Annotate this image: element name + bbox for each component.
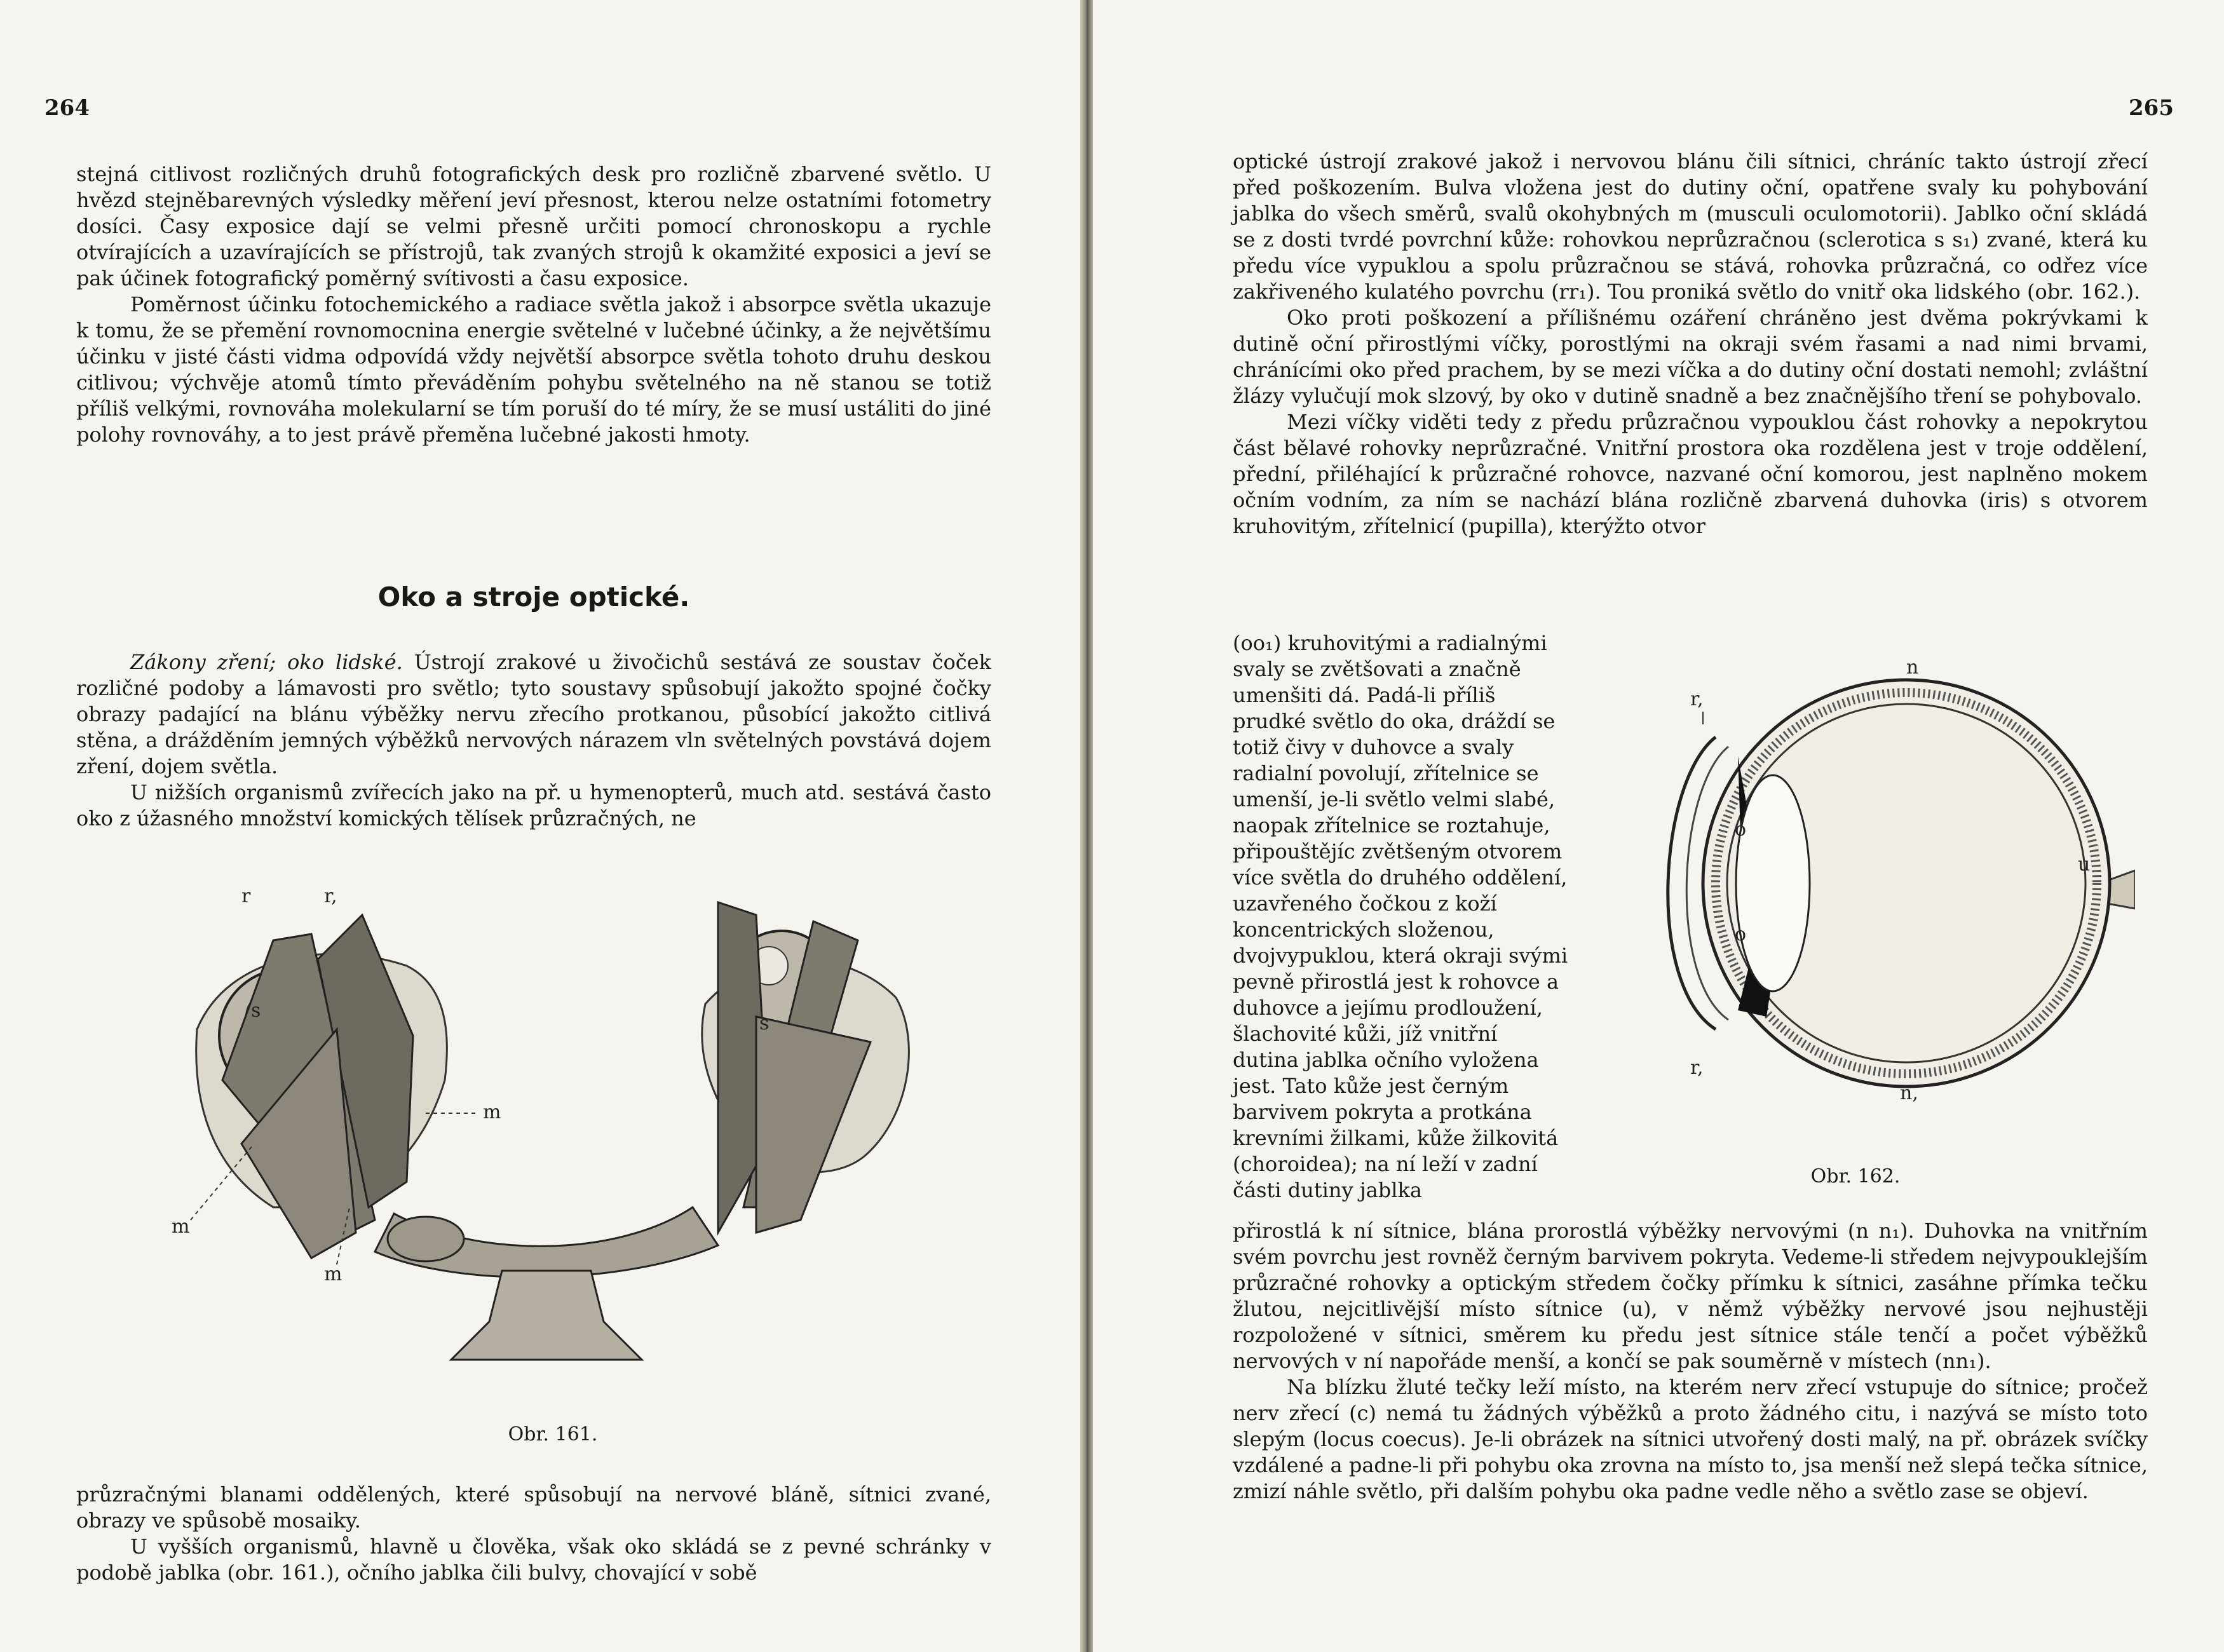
right-page bbox=[1093, 0, 2224, 1652]
figure-label: r, bbox=[324, 885, 337, 907]
figure-162-drawing bbox=[1589, 635, 2135, 1131]
figure-label: s bbox=[759, 1012, 770, 1034]
book-gutter bbox=[1080, 0, 1093, 1652]
paragraph: U vyšších organismů, hlavně u člověka, však oko skládá se z pevné schránky v podobě jablka (obr. 161.), očního jablka čili bulvy, chovající v sobě bbox=[76, 1534, 991, 1585]
paragraph-text: Ústrojí zrakové u živočichů sestává ze soustav čoček rozličné podoby a lámavosti pro světlo; tyto soustavy spůsobují jakožto spojné čočky obrazy padající na blánu výběžky nervu zřecího protkanou, působící jakožto citlivá stěna, a drážděním jemných výběžků nervových nárazem vln světelných povstává dojem zření, dojem světla. bbox=[76, 650, 992, 778]
paragraph: Mezi víčky viděti tedy z předu průzračnou vypouklou část rohovky a nepokrytou část bělavé rohovky neprůzračné. Vnitřní prostora oka rozdělena jest v troje oddělení, přední, přiléhající k průzračné rohovce, nazvané oční komorou, jest naplněno mokem očním vodním, za ním se nachází blána rozličně zbarvená duhovka (iris) s otvorem kruhovitým, zřítelnicí (pupilla), kterýžto otvor bbox=[1233, 410, 2148, 538]
section-heading: Oko a stroje optické. bbox=[377, 581, 690, 613]
figure-label: o bbox=[1735, 818, 1747, 841]
left-text-bottom bbox=[76, 1482, 991, 1586]
paragraph: Na blízku žluté tečky leží místo, na kterém nerv zřecí vstupuje do sítnice; pročež nerv zřecí (c) nemá tu žádných výběžků a proto žádného citu, i nazývá se místo toto slepým (locus coecus). Je-li obrázek na sítnici utvořený dosti malý, na př. obrázek svíčky vzdálené a padne-li při pohybu oka zrovna na místo to, jsa menší než slepá tečka sítnice, zmizí náhle světlo, při dalším pohybu oka padne vedle něho a světlo zase se objeví. bbox=[1233, 1375, 2148, 1503]
figure-label: u bbox=[2078, 853, 2091, 876]
figure-label: s bbox=[251, 999, 261, 1022]
paragraph: (oo₁) kruhovitými a radialnými svaly se zvětšovati a značně umenšiti dá. Padá-li příliš prudké světlo do oka, dráždí se totiž čivy v duhovce a svaly radialní povolují, zřítelnice se umenší, je-li světlo velmi slabé, naopak zřítelnice se roztahuje, připouštějíc zvětšeným otvorem více světla do druhého oddělení, uzavřeného čočkou z koží koncentrických složenou, dvojvypuklou, která okraji svými pevně přirostlá jest k rohovce a duhovce a jejímu prodloužení, šlachovité kůži, jíž vnitřní dutina jablka očního vyložena jest. Tato kůže jest černým barvivem pokryta a protkána krevními žilkami, kůže žilkovitá (choroidea); na ní leží v zadní části dutiny jablka bbox=[1233, 631, 1568, 1202]
paragraph: průzračnými blanami oddělených, které spůsobují na nervové bláně, sítnici zvané, obrazy ve spůsobě mosaiky. bbox=[76, 1482, 991, 1533]
page-number-left: 264 bbox=[44, 95, 90, 121]
figure-label: m bbox=[324, 1263, 342, 1285]
figure-label: m bbox=[172, 1215, 190, 1238]
figure-label: m bbox=[483, 1101, 501, 1123]
figure-label: r, bbox=[1690, 1057, 1704, 1079]
right-text-top bbox=[1233, 149, 2148, 539]
paragraph: Poměrnost účinku fotochemického a radiace světla jakož i absorpce světla ukazuje k tomu, že se přemění rovnomocnina energie světelné v lučebné účinky, a že největšímu účinku v jisté části vidma odpovídá vždy největší absorpce světla tohoto druhu deskou citlivou; výchvěje atomů tímto převáděním pohybu světelného na ně stanou se totiž příliš velkými, rovnováha molekularní se tím poruší do té míry, že se musí ustáliti do jiné polohy rovnováhy, a to jest právě přeměna lučebné jakosti hmoty. bbox=[76, 292, 991, 447]
left-text-top bbox=[76, 161, 991, 448]
figure-161-eye-muscles bbox=[146, 877, 947, 1385]
figure-label: r, bbox=[1690, 688, 1704, 710]
left-page bbox=[0, 0, 1080, 1652]
figure-label: n, bbox=[1900, 1082, 1918, 1104]
right-text-bottom bbox=[1233, 1218, 2148, 1505]
paragraph bbox=[76, 649, 991, 780]
right-text-narrow-column bbox=[1233, 630, 1570, 1203]
paragraph: Oko proti poškození a přílišnému ozáření chráněno jest dvěma pokrývkami k dutině oční přirostlými víčky, porostlými na okraji svém řasami a nad nimi brvami, chránícími oko před prachem, by se mezi víčka a do dutiny oční dostati nemohl; zvláštní žlázy vylučují mok slzový, by oko v dutině snadně a bez značnějšího tření se pohybovalo. bbox=[1233, 306, 2148, 408]
paragraph: přirostlá k ní sítnice, blána prorostlá výběžky nervovými (n n₁). Duhovka na vnitřním svém povrchu jest rovněž černým barvivem pokryta. Vedeme-li středem nejvypouklejším průzračné rohovky a optickým středem čočky přímku k sítnici, zasáhne přímka tečku žlutou, nejcitlivější místo sítnice (u), v němž výběžky nervové jsou nejhustěji rozpoložené v sítnici, směrem ku předu jest sítnice stále tenčí a počet výběžků nervových v ní napořáde menší, a končí se pak souměrně v místech (nn₁). bbox=[1233, 1219, 2148, 1373]
paragraph: optické ústrojí zrakové jakož i nervovou blánu čili sítnici, chráníc takto ústrojí zřecí před poškozením. Bulva vložena jest do dutiny oční, opatřene svaly ku pohybování jablka do všech směrů, svalů okohybných m (musculi oculomotorii). Jablko oční skládá se z dosti tvrdé povrchní kůže: rohovkou neprůzračnou (sclerotica s s₁) zvané, která ku předu více vypuklou a spolu průzračnou se stává, rohovka průzračná, co odřez více zakřiveného kulatého povrchu (rr₁). Tou proniká světlo do vnitř oka lidského (obr. 162.). bbox=[1233, 149, 2148, 304]
paragraph: U nižších organismů zvířecích jako na př. u hymenopterů, much atd. sestává často oko z úžasného množství komických tělísek průzračných, ne bbox=[76, 780, 991, 830]
figure-label: r bbox=[241, 885, 251, 907]
figure-162-caption: Obr. 162. bbox=[1810, 1165, 1901, 1188]
paragraph: stejná citlivost rozličných druhů fotografických desk pro rozličně zbarvené světlo. U hvězd stejněbarevných výsledky měření jeví přesnost, kterou nelze ostatními fotometry dosíci. Časy exposice dají se velmi přesně určiti pomocí chronoskopu a rychle otvírajících a uzavírajících se přístrojů, tak zvaných strojů k okamžité exposici a jeví se pak účinek fotografický poměrný svítivosti a času exposice. bbox=[76, 162, 991, 290]
figure-label: o bbox=[1735, 923, 1747, 945]
page-number-right: 265 bbox=[2129, 95, 2174, 121]
figure-161-drawing bbox=[146, 877, 947, 1385]
figure-label: n bbox=[1906, 656, 1919, 679]
italic-lead: Zákony zření; oko lidské. bbox=[130, 650, 403, 674]
left-text-middle bbox=[76, 649, 991, 832]
figure-161-caption: Obr. 161. bbox=[508, 1423, 598, 1446]
figure-162-eye-cross-section bbox=[1589, 635, 2135, 1131]
